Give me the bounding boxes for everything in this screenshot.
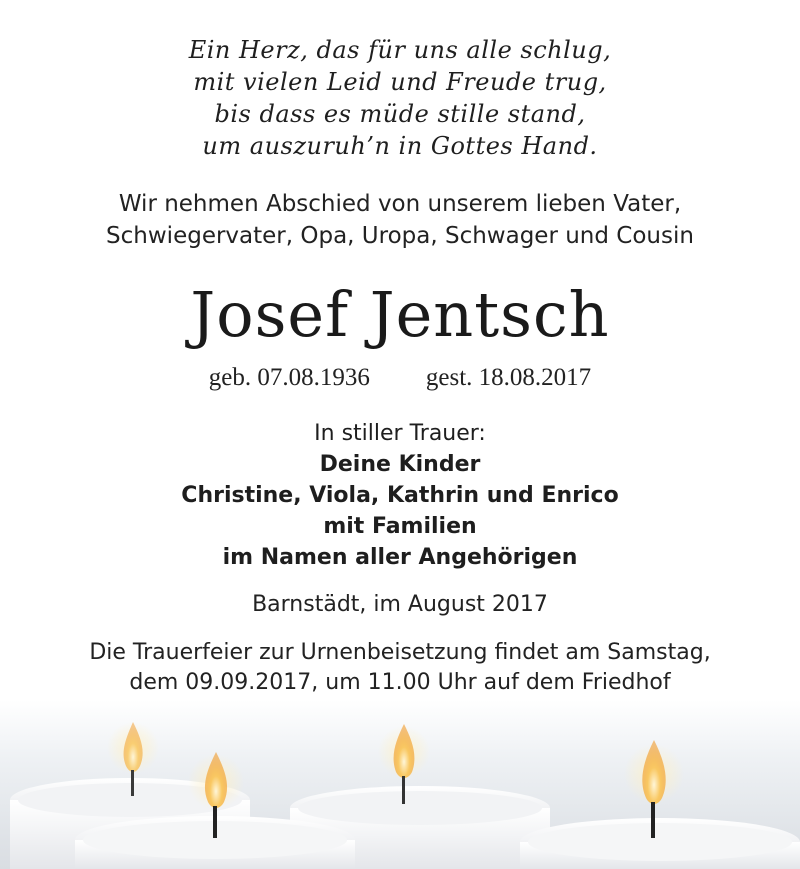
mourners-block (0, 418, 800, 573)
mourner-line: Deine Kinder (319, 452, 481, 477)
intro-line: Schwiegervater, Opa, Uropa, Schwager und Cousin (106, 223, 694, 249)
candles-image (0, 700, 800, 869)
life-dates (0, 362, 800, 394)
birth-date: geb. 07.08.1936 (208, 364, 370, 391)
death-date: gest. 18.08.2017 (425, 364, 592, 391)
poem-line: bis dass es müde stille stand, (214, 100, 586, 128)
mourner-line: Christine, Viola, Kathrin und Enrico (181, 483, 619, 508)
notice-line: dem 09.09.2017, um 11.00 Uhr auf dem Friedhof (129, 670, 671, 695)
intro-line: Wir nehmen Abschied von unserem lieben Vater, (118, 191, 682, 217)
poem-line: Ein Herz, das für uns alle schlug, (188, 36, 612, 64)
memorial-poem (0, 34, 800, 162)
farewell-intro (0, 188, 800, 252)
mourner-line: mit Familien (323, 514, 477, 539)
notice-line: Die Trauerfeier zur Urnenbeisetzung findet am Samstag, (89, 640, 711, 665)
mourner-line: im Namen aller Angehörigen (222, 545, 578, 570)
poem-line: mit vielen Leid und Freude trug, (193, 68, 607, 96)
poem-line: um auszuruh’n in Gottes Hand. (202, 132, 598, 160)
mourning-lead: In stiller Trauer: (314, 421, 486, 446)
deceased-name: Josef Jentsch (190, 278, 610, 351)
place-and-date: Barnstädt, im August 2017 (252, 592, 548, 617)
